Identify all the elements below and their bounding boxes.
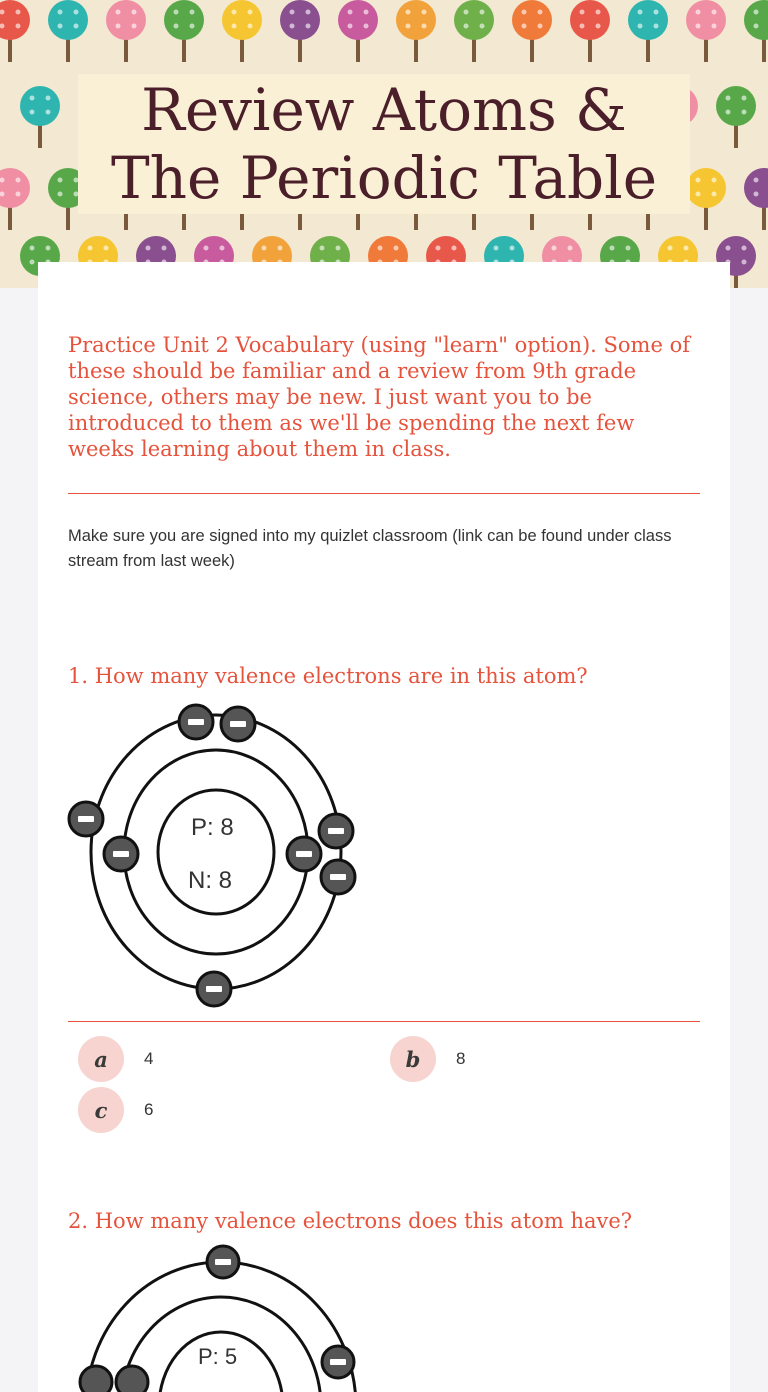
electron <box>322 1346 354 1378</box>
option-letter-badge: b <box>390 1036 436 1082</box>
divider <box>68 493 700 494</box>
electron <box>80 1366 112 1392</box>
instruction-note: Make sure you are signed into my quizlet classroom (link can be found under class stream from last week) <box>68 527 672 570</box>
option-letter-badge: a <box>78 1036 124 1082</box>
electron <box>69 802 103 836</box>
electron <box>321 860 355 894</box>
option-letter-badge: c <box>78 1087 124 1133</box>
electron <box>221 707 255 741</box>
divider <box>68 1021 700 1022</box>
title-box <box>78 74 690 214</box>
option-value: 6 <box>144 1100 154 1119</box>
question-1-text: 1. How many valence electrons are in this atom? <box>68 664 588 688</box>
worksheet-card <box>38 262 730 1392</box>
nucleus-protons: P: 5 <box>198 1344 238 1369</box>
option-value: 8 <box>456 1049 466 1068</box>
electron <box>116 1366 148 1392</box>
electron <box>207 1246 239 1278</box>
electron <box>319 814 353 848</box>
answer-option-c[interactable] <box>78 1087 153 1133</box>
question-1-atom-diagram <box>66 702 366 1012</box>
header-banner <box>0 0 768 288</box>
nucleus-neutrons: N: 8 <box>188 867 233 894</box>
electron <box>287 837 321 871</box>
electron <box>179 705 213 739</box>
electron <box>104 837 138 871</box>
electron <box>197 972 231 1006</box>
question-2-atom-diagram <box>66 1242 386 1392</box>
answer-option-a[interactable] <box>78 1036 153 1082</box>
nucleus-protons: P: 8 <box>191 814 234 841</box>
question-2-text: 2. How many valence electrons does this atom have? <box>68 1209 633 1233</box>
answer-option-b[interactable] <box>390 1036 465 1082</box>
option-value: 4 <box>144 1049 154 1068</box>
page-title: Review Atoms & The Periodic Table <box>110 76 658 212</box>
intro-text: Practice Unit 2 Vocabulary (using "learn" option). Some of these should be familiar and a review from 9th grade science, others may be new. I just want you to be introduced to them as we'll be spending the next few weeks learning about them in class. <box>68 333 690 461</box>
